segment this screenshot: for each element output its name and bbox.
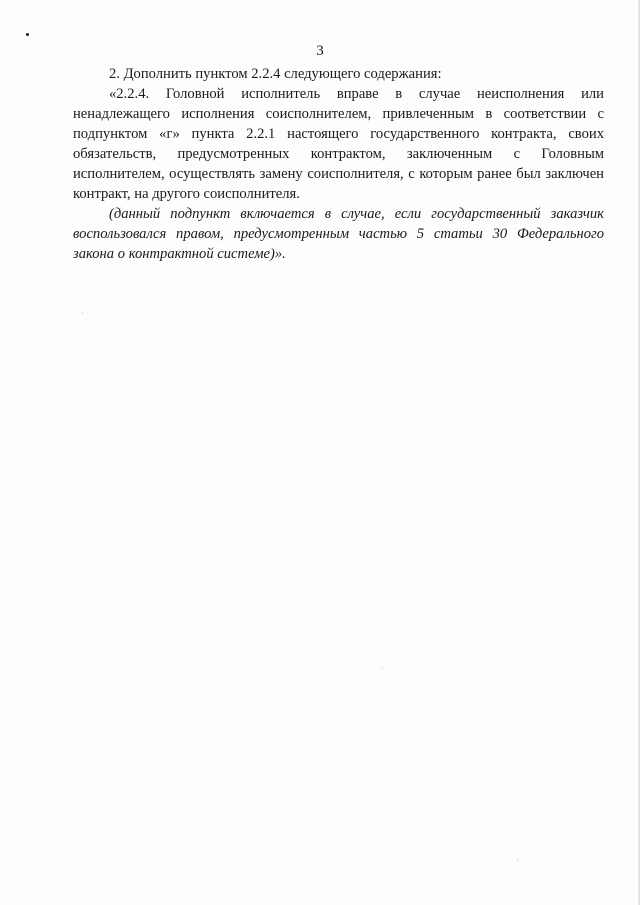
scan-speck [517, 860, 518, 861]
scan-speck [470, 540, 471, 541]
paragraph-amendment-intro: 2. Дополнить пунктом 2.2.4 следующего содержания: [109, 66, 442, 82]
paragraph-clause-2-2-4: «2.2.4. Головной исполнитель вправе в случае неисполнения или ненадлежащего исполнения соисполнителем, привлеченным в соответствии с подпунктом «г» пункта 2.2.1 настоящего государственного контракта, своих обязательств, предусмотренных контрактом, заключенным с Головным исполнителем, осуществлять замену соисполнителя, с которым ранее был заключен контракт, на другого соисполнителя. [73, 86, 604, 202]
page-number: 3 [316, 43, 324, 59]
paragraph-italic-note: (данный подпункт включается в случае, если государственный заказчик воспользовался правом, предусмотренным частью 5 статьи 30 Федерального закона о контрактной системе)». [73, 206, 604, 262]
scan-speck [82, 312, 83, 313]
scan-speck [382, 667, 383, 668]
document-body [73, 64, 604, 264]
scan-speck [26, 33, 29, 36]
